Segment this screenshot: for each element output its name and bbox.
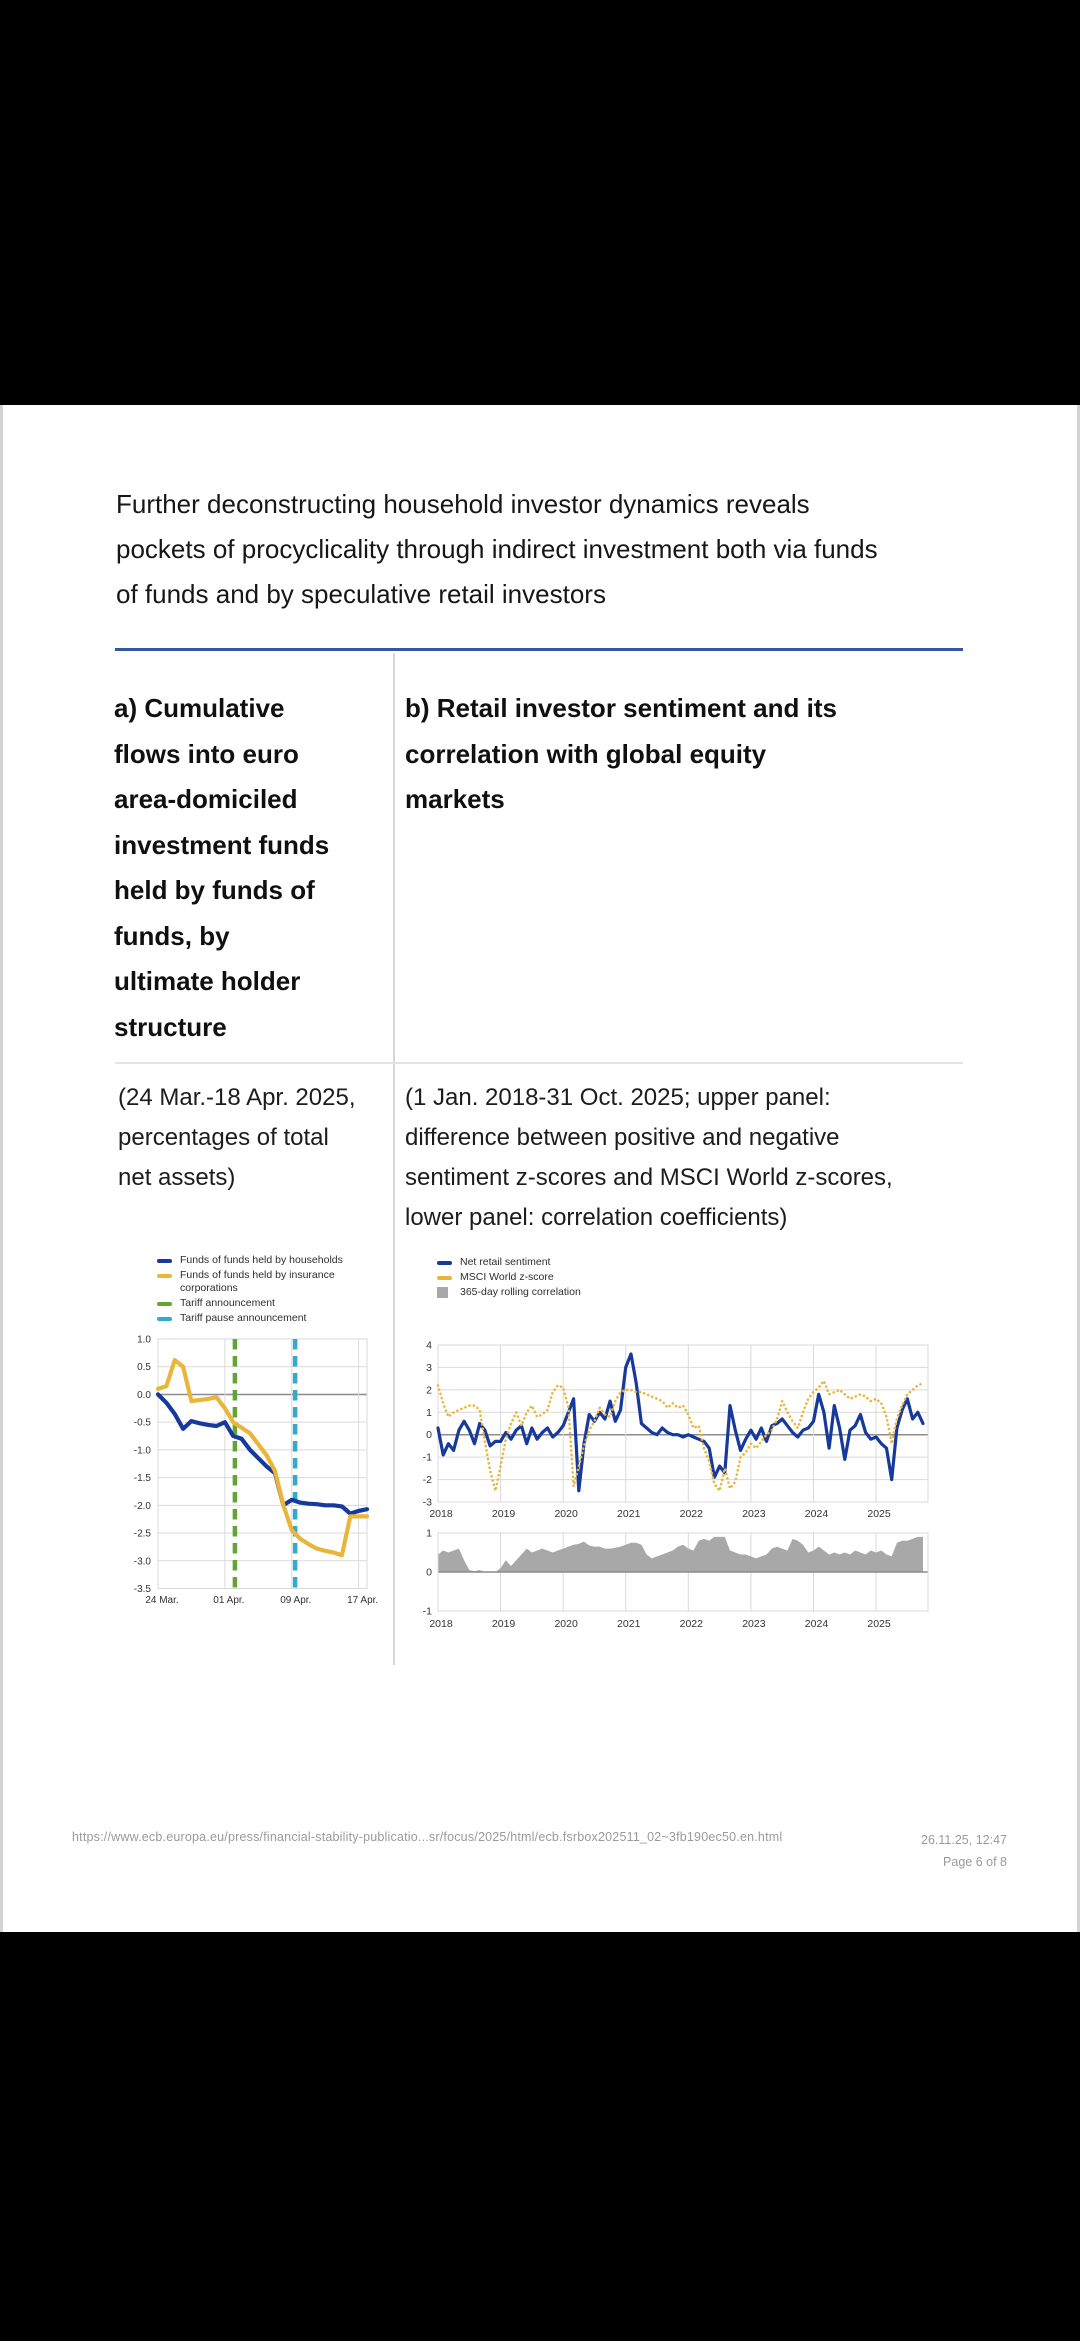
text-line: percentages of total (118, 1124, 329, 1151)
legend-label: Tariff pause announcement (180, 1312, 307, 1324)
svg-text:-3.0: -3.0 (133, 1556, 151, 1568)
document-page (0, 405, 1080, 1932)
text-line: ultimate holder (114, 966, 301, 996)
svg-text:24 Mar.: 24 Mar. (145, 1595, 179, 1606)
svg-text:3: 3 (426, 1361, 432, 1374)
legend-item (157, 1269, 357, 1295)
panel-b-legend (437, 1256, 697, 1301)
panel-a-heading (114, 686, 399, 1050)
legend-item (157, 1297, 357, 1310)
svg-text:-3: -3 (422, 1496, 432, 1509)
svg-text:1.0: 1.0 (137, 1334, 151, 1346)
text-line: difference between positive and negative (405, 1124, 840, 1151)
panel-b-heading (405, 686, 970, 823)
text-line: held by funds of (114, 875, 315, 905)
svg-text:-0.5: -0.5 (133, 1417, 151, 1429)
heading-divider-rule (115, 1062, 963, 1064)
text-line: net assets) (118, 1164, 236, 1191)
svg-text:-1.5: -1.5 (133, 1473, 151, 1485)
svg-text:2020: 2020 (554, 1508, 578, 1520)
fund-flows-chart (100, 1330, 390, 1620)
legend-item (157, 1312, 357, 1325)
svg-text:-2.5: -2.5 (133, 1528, 151, 1540)
svg-text:2: 2 (426, 1384, 432, 1397)
svg-text:2023: 2023 (742, 1618, 766, 1630)
bottom-letterbox (0, 1932, 1080, 2341)
svg-text:-2: -2 (422, 1474, 432, 1487)
svg-text:-1.0: -1.0 (133, 1445, 151, 1457)
text-line: structure (114, 1011, 227, 1042)
svg-text:0.0: 0.0 (137, 1389, 151, 1401)
svg-text:4: 4 (426, 1340, 432, 1352)
svg-text:-3.5: -3.5 (133, 1584, 151, 1595)
text-line: pockets of procyclicality through indirect investment both via funds (116, 534, 878, 564)
legend-line-swatch (157, 1274, 172, 1278)
svg-text:09 Apr.: 09 Apr. (280, 1595, 312, 1606)
svg-text:-2.0: -2.0 (133, 1500, 151, 1512)
text-line: b) Retail investor sentiment and its (405, 693, 837, 723)
svg-text:2023: 2023 (742, 1508, 766, 1520)
svg-text:2022: 2022 (679, 1618, 703, 1630)
svg-text:2025: 2025 (867, 1508, 891, 1520)
panel-b-subtitle (405, 1078, 970, 1238)
text-line: a) Cumulative (114, 693, 285, 723)
svg-text:2024: 2024 (804, 1618, 829, 1630)
svg-text:0: 0 (426, 1566, 432, 1579)
svg-text:2022: 2022 (679, 1508, 703, 1520)
legend-line-swatch (437, 1276, 452, 1280)
blue-divider-rule (115, 648, 963, 651)
footer-datetime: 26.11.25, 12:47 (921, 1833, 1007, 1847)
legend-line-swatch (437, 1261, 452, 1265)
legend-label: Tariff announcement (180, 1297, 275, 1309)
svg-text:01 Apr.: 01 Apr. (213, 1595, 245, 1606)
svg-text:0.5: 0.5 (137, 1362, 151, 1374)
svg-text:2025: 2025 (867, 1618, 891, 1630)
legend-label: Funds of funds held by insurance corporations (180, 1269, 335, 1294)
legend-line-swatch (157, 1317, 172, 1321)
svg-text:-1: -1 (422, 1605, 432, 1618)
page-left-edge (0, 405, 3, 1932)
top-letterbox (0, 0, 1080, 405)
svg-text:1: 1 (426, 1527, 432, 1540)
text-line: Further deconstructing household investor dynamics reveals (116, 489, 810, 519)
sentiment-chart (420, 1340, 965, 1525)
text-line: of funds and by speculative retail investors (116, 579, 606, 609)
text-line: markets (405, 784, 505, 814)
text-line: (24 Mar.-18 Apr. 2025, (118, 1084, 356, 1111)
legend-line-swatch (157, 1302, 172, 1306)
legend-label: MSCI World z-score (460, 1271, 554, 1283)
text-line: investment funds (114, 829, 330, 860)
svg-text:2018: 2018 (429, 1618, 453, 1630)
legend-item (437, 1271, 697, 1284)
svg-text:2020: 2020 (554, 1618, 578, 1630)
text-line: (1 Jan. 2018-31 Oct. 2025; upper panel: (405, 1084, 831, 1111)
legend-item (157, 1254, 357, 1267)
correlation-chart (420, 1527, 965, 1637)
svg-text:2018: 2018 (429, 1508, 453, 1520)
svg-text:2021: 2021 (617, 1618, 641, 1630)
text-line: area-domiciled (114, 784, 298, 814)
legend-item (437, 1286, 697, 1299)
legend-label: 365-day rolling correlation (460, 1286, 581, 1298)
panel-a-legend (157, 1254, 357, 1327)
text-line: lower panel: correlation coefficients) (405, 1204, 788, 1231)
svg-text:2021: 2021 (617, 1508, 641, 1520)
svg-text:2024: 2024 (804, 1508, 829, 1520)
svg-text:1: 1 (426, 1406, 432, 1419)
svg-text:2019: 2019 (491, 1508, 516, 1520)
footer-meta (921, 1830, 1007, 1873)
footer-url: https://www.ecb.europa.eu/press/financial-stability-publicatio...sr/focus/2025/html/ecb.fsrbox202511_02~3fb190ec50.en.html (72, 1830, 783, 1844)
text-line: correlation with global equity (405, 738, 767, 769)
svg-text:0: 0 (426, 1429, 432, 1442)
text-line: sentiment z-scores and MSCI World z-scores, (405, 1164, 893, 1191)
panel-a-subtitle (118, 1078, 403, 1198)
footer-page-number: Page 6 of 8 (943, 1854, 1007, 1869)
svg-text:-1: -1 (422, 1451, 432, 1464)
legend-line-swatch (157, 1259, 172, 1263)
legend-item (437, 1256, 697, 1269)
page-title (116, 482, 986, 617)
svg-text:2019: 2019 (491, 1618, 516, 1630)
svg-text:17 Apr.: 17 Apr. (347, 1595, 379, 1606)
text-line: funds, by (114, 920, 230, 951)
legend-label: Net retail sentiment (460, 1256, 551, 1268)
text-line: flows into euro (114, 738, 299, 769)
legend-label: Funds of funds held by households (180, 1254, 343, 1266)
legend-square-swatch (437, 1287, 448, 1298)
